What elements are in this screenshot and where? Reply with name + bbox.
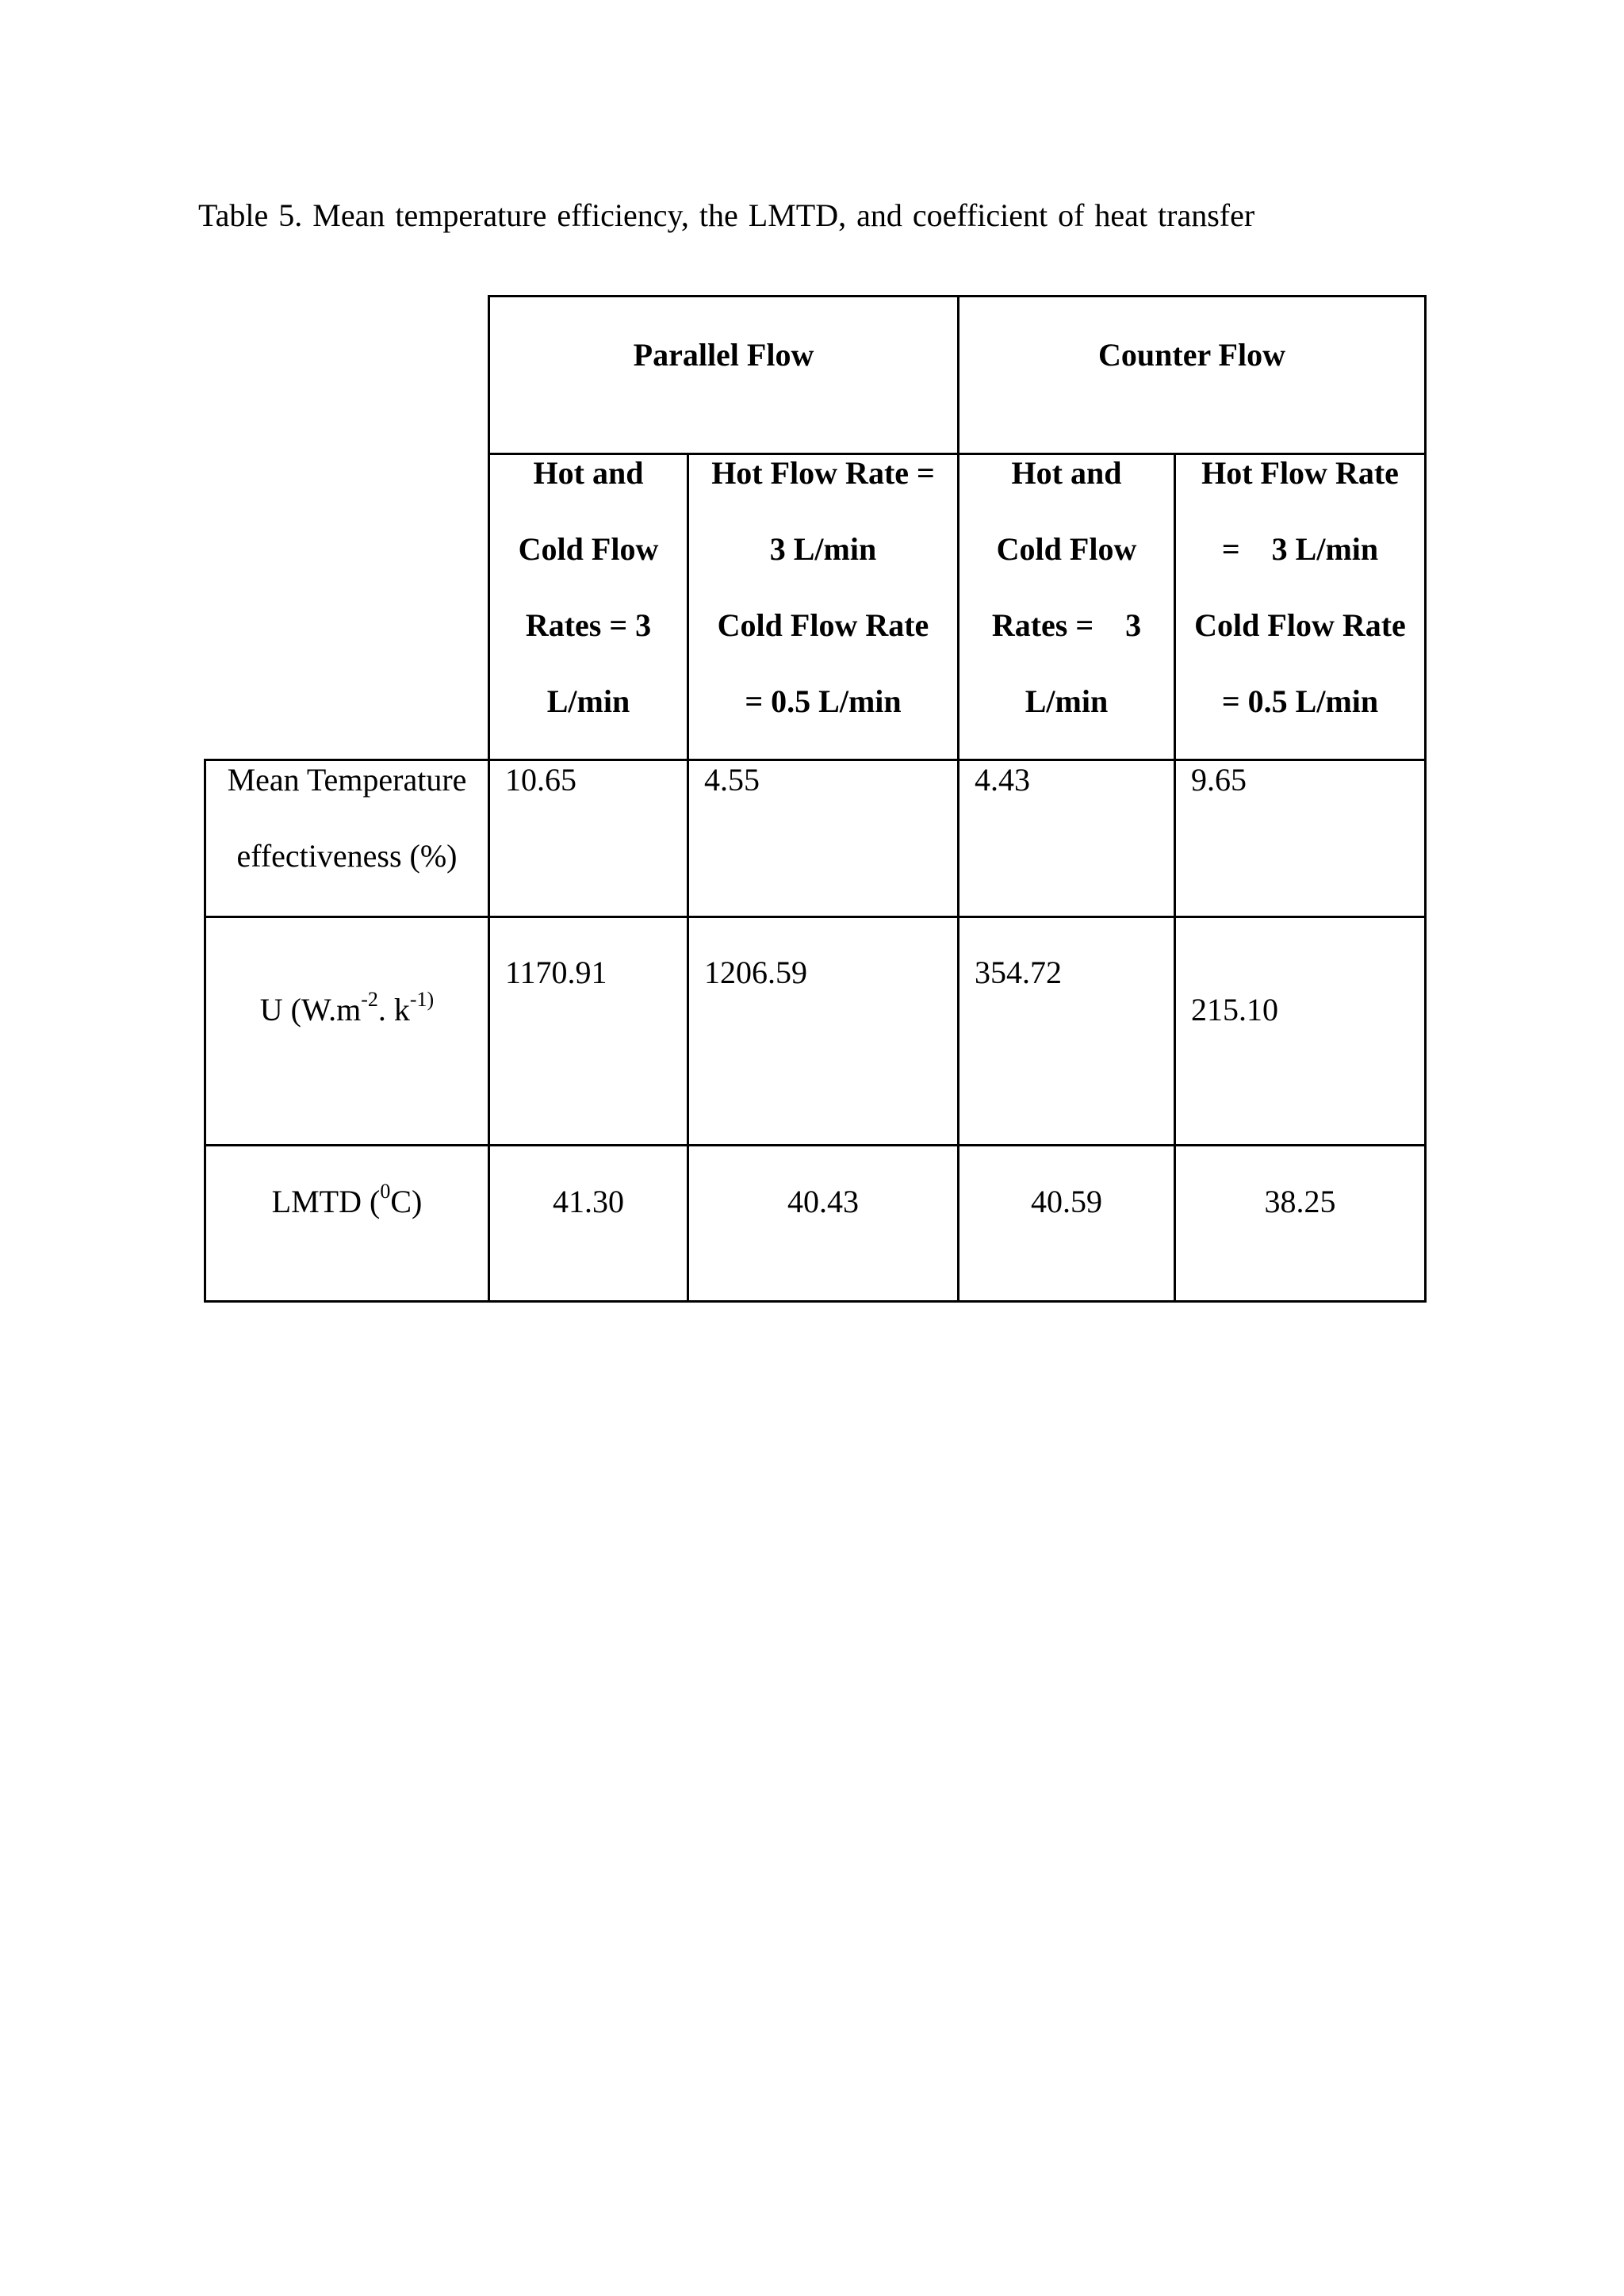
row-label-u — [206, 987, 488, 1029]
subheader-line: 3 L/min — [769, 531, 877, 567]
row-label-mean-temperature: Mean Temperature — [227, 762, 467, 798]
subheader-line: = 0.5 L/min — [1221, 683, 1379, 719]
subheader-line: Hot Flow Rate — [1201, 455, 1399, 491]
subheader-line: = 0.5 L/min — [745, 683, 902, 719]
table-cell: 41.30 — [553, 1184, 624, 1219]
row-label-u-exp2: -1) — [409, 987, 435, 1011]
group-header-parallel-flow: Parallel Flow — [633, 337, 814, 373]
table-rule — [1174, 453, 1176, 1303]
row-label-u-exp1: -2 — [361, 987, 378, 1011]
row-label-lmtd-text: C) — [390, 1184, 423, 1219]
table-rule — [204, 1300, 1427, 1303]
table-rule — [488, 295, 490, 1303]
subheader-line: = 3 L/min — [1221, 531, 1379, 567]
row-label-mean-temperature: effectiveness (%) — [236, 838, 458, 874]
table-cell: 4.43 — [975, 762, 1030, 798]
table-cell: 38.25 — [1264, 1184, 1336, 1219]
subheader-line: Rates = 3 — [525, 607, 652, 643]
table-cell: 40.59 — [1031, 1184, 1102, 1219]
table-cell: 1170.91 — [505, 955, 607, 990]
row-label-lmtd-exp: 0 — [380, 1179, 391, 1203]
table-rule — [1424, 295, 1427, 1303]
group-header-counter-flow: Counter Flow — [1098, 337, 1285, 373]
table-rule — [687, 453, 689, 1303]
table-rule — [957, 295, 959, 1303]
table-cell: 354.72 — [975, 955, 1062, 990]
table-cell: 4.55 — [704, 762, 760, 798]
subheader-line: Rates = 3 — [991, 607, 1142, 643]
table-rule — [204, 916, 1427, 918]
table-cell: 9.65 — [1191, 762, 1247, 798]
subheader-line: Hot Flow Rate = — [711, 455, 935, 491]
row-label-lmtd-text: LMTD ( — [271, 1184, 381, 1219]
row-label-lmtd — [206, 1179, 488, 1221]
subheader-line: Hot and — [533, 455, 644, 491]
table-cell: 215.10 — [1191, 992, 1278, 1027]
subheader-line: Cold Flow — [518, 531, 659, 567]
row-label-u-text: . k — [377, 992, 410, 1027]
table-rule — [204, 1144, 1427, 1146]
subheader-line: L/min — [1025, 683, 1109, 719]
table-cell: 1206.59 — [704, 955, 807, 990]
subheader-line: Hot and — [1011, 455, 1122, 491]
table-caption: Table 5. Mean temperature efficiency, the LMTD, and coefficient of heat transfer — [198, 197, 1255, 233]
table-cell: 10.65 — [505, 762, 576, 798]
subheader-line: L/min — [546, 683, 630, 719]
subheader-line: Cold Flow Rate — [1194, 607, 1406, 643]
subheader-line: Cold Flow Rate — [717, 607, 929, 643]
subheader-line: Cold Flow — [996, 531, 1137, 567]
row-label-u-text: U (W.m — [259, 992, 362, 1027]
table-cell: 40.43 — [787, 1184, 859, 1219]
